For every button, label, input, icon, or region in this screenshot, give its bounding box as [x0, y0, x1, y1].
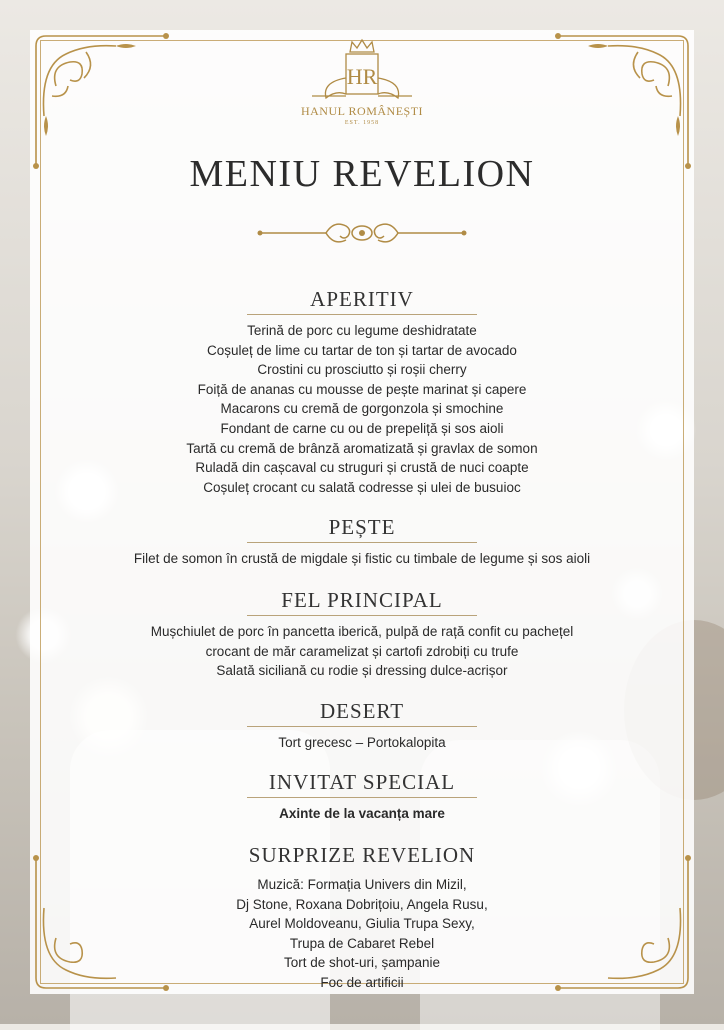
- section-heading: INVITAT SPECIAL: [268, 770, 456, 794]
- section-heading: FEL PRINCIPAL: [281, 588, 443, 612]
- section-divider: [247, 314, 477, 315]
- menu-item: Coșuleț de lime cu tartar de ton și tartar de avocado: [207, 342, 517, 358]
- menu-item: Tartă cu cremă de brânză aromatizată și gravlax de somon: [186, 440, 538, 456]
- menu-item: Crostini cu prosciutto și roșii cherry: [257, 362, 467, 378]
- section-heading: SURPRIZE REVELION: [248, 843, 476, 867]
- menu-item: Tort de shot-uri, șampanie: [283, 955, 441, 971]
- menu-item: Terină de porc cu legume deshidratate: [247, 323, 477, 338]
- section-surprize-revelion: [0, 842, 724, 993]
- menu-item: Aurel Moldoveanu, Giulia Trupa Sexy,: [249, 916, 475, 932]
- menu-item: Mușchiulet de porc în pancetta iberică, pulpă de rață confit cu pachețel: [150, 624, 574, 639]
- menu-item: Axinte de la vacanța mare: [279, 806, 445, 821]
- menu-item: crocant de măr caramelizat și cartofi zdrobiți cu trufe: [205, 643, 519, 659]
- logo-monogram: HR: [346, 64, 378, 89]
- section-desert: [0, 698, 724, 753]
- section-divider: [247, 797, 477, 798]
- crown-monogram-icon: [292, 38, 432, 104]
- section-heading: APERITIV: [310, 287, 414, 311]
- section-fel-principal: [0, 587, 724, 681]
- section-divider: [247, 542, 477, 543]
- menu-item: Trupa de Cabaret Rebel: [289, 935, 435, 951]
- menu-item: Dj Stone, Roxana Dobrițoiu, Angela Rusu,: [236, 896, 488, 912]
- section-aperitiv: [0, 286, 724, 497]
- menu-item: Macarons cu cremă de gorgonzola și smochine: [220, 401, 504, 417]
- menu-item: Muzică: Formația Univers din Mizil,: [257, 877, 467, 892]
- logo-established: EST. 1958: [344, 120, 380, 126]
- section-invitat-special: [0, 769, 724, 824]
- flourish-divider-icon: [256, 216, 468, 250]
- menu-item: Ruladă din cașcaval cu struguri și crustă de nuci coapte: [195, 460, 529, 476]
- restaurant-logo: [292, 38, 432, 130]
- menu-item: Filet de somon în crustă de migdale și fistic cu timbale de legume și sos aioli: [133, 551, 591, 566]
- section-divider: [247, 726, 477, 727]
- section-heading: DESERT: [319, 699, 405, 723]
- section-heading: PEȘTE: [328, 515, 396, 539]
- menu-item: Foiță de ananas cu mousse de pește marinat și capere: [197, 381, 527, 397]
- section-divider: [247, 615, 477, 616]
- menu-item: Tort grecesc – Portokalopita: [278, 735, 446, 750]
- logo-name: HANUL ROMÂNEȘTI: [300, 104, 424, 118]
- menu-item: Coșuleț crocant cu salată codresse și ulei de busuioc: [203, 479, 521, 495]
- section-peste: [0, 514, 724, 569]
- menu-title: MENIU REVELION: [189, 153, 535, 195]
- menu-item: Salată siciliană cu rodie și dressing dulce-acrișor: [216, 663, 508, 679]
- menu-item: Fondant de carne cu ou de prepeliță și sos aioli: [220, 420, 504, 436]
- menu-item: Foc de artificii: [320, 974, 404, 990]
